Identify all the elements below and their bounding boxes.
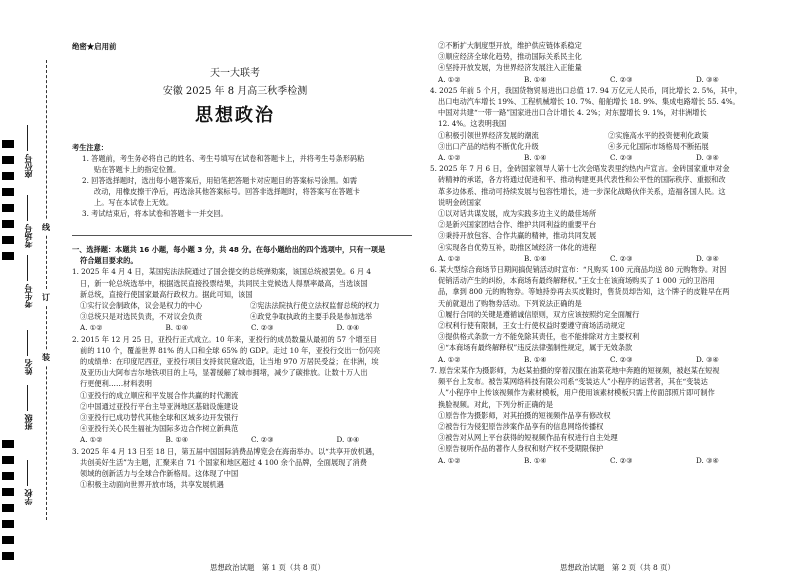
- exam-title: 安徽 2025 年 8 月高三秋季检测: [162, 86, 308, 97]
- q4-answers: [430, 152, 790, 163]
- q7-line: 频平台上发布。被告某网络科技有限公司系“变装达人”小程序的运营者，其在“变装达: [438, 377, 708, 387]
- q3-line: 共创美好生活”为主题，汇聚来自 71 个国家和地区超过 4 100 余个品牌，全面展现了消费: [80, 457, 367, 467]
- answer-option[interactable]: C. ②③: [610, 354, 633, 364]
- q6-option: ④“本商场有最终解释权”违反法律强制性规定，属于无效条款: [438, 343, 633, 353]
- answer-option[interactable]: B. ①④: [524, 455, 547, 465]
- q2-line: 及亚历山大阿布吉尔地铁项目的上马，显著缓解了城市拥堵，减少了碳排放。让数十万人出: [80, 368, 368, 378]
- answer-option[interactable]: D. ③④: [696, 354, 719, 364]
- q7-line: 换脸视频。对此，下列分析正确的是: [438, 399, 554, 409]
- q5-option: ②是新兴国家团结合作、维护共同利益的重要平台: [438, 220, 597, 230]
- mark-bind: 订: [42, 290, 50, 305]
- answer-option[interactable]: A. ①②: [438, 354, 461, 364]
- subject-title: 思想政治: [195, 105, 275, 126]
- q3-option: ④坚持开放发展，为世界经济发展注入正能量: [438, 63, 582, 73]
- q5-option: ③秉持开放包容、合作共赢的精神，推动共同发展: [438, 231, 597, 241]
- q7-line: 人”小程序中上传该视频作为素材模板，用户使用该素材模板只需上传面部照片即可制作: [438, 388, 715, 398]
- q2-option: ①亚投行的成立顺应和平发展合作共赢的时代潮流: [80, 390, 239, 400]
- q2-line: 的成绩单：在印度尼西亚，亚投行项目支持贫民窟改造，让当地 970 万居民受益；在非洲，埃: [80, 357, 379, 367]
- answer-option[interactable]: C. ②③: [610, 153, 633, 163]
- secret-label: 绝密★启用前: [72, 42, 117, 51]
- answer-option[interactable]: C. ②③: [610, 455, 633, 465]
- field-class: 班级: [22, 385, 33, 430]
- q1-answers: [72, 322, 422, 333]
- q5-line: 砖精神的承诺，各方将通过促进和平、推动构建更具代表性和公平性的国际秩序、重振和改: [438, 175, 726, 185]
- q7-answers: [430, 455, 790, 466]
- mark-line: 线: [42, 220, 50, 235]
- answer-option[interactable]: B. ①④: [524, 74, 547, 84]
- answer-option[interactable]: D. ③④: [696, 74, 719, 84]
- q2-answers: [72, 434, 422, 445]
- answer-option[interactable]: D. ③④: [336, 435, 360, 445]
- field-seat: 座位号: [22, 125, 33, 178]
- answer-option[interactable]: A. ①②: [438, 153, 461, 163]
- answer-option[interactable]: A. ①②: [438, 74, 461, 84]
- answer-option[interactable]: A. ①②: [80, 323, 103, 333]
- q4-line: 12. 4%。这表明我国: [438, 119, 507, 129]
- notes-line: 2. 回答选择题时，选出每小题答案后，用铅笔把答题卡对应题目的答案标号涂黑。如需: [82, 176, 358, 185]
- q5-option: ①以对话共谋发展，成为实践多边主义的最佳场所: [438, 209, 597, 219]
- q2-line: 2. 2015 年 12 月 25 日，亚投行正式成立。10 年来，亚投行的成员数量从最初的 57 个增至目: [72, 334, 378, 344]
- footer-right: 思想政治试题 第 2 页（共 8 页）: [560, 563, 675, 572]
- exam-notes: [72, 142, 412, 219]
- field-school: 学校: [22, 460, 33, 505]
- notes-title: 考生注意：: [72, 143, 108, 152]
- q1-option-row: ①实行议会制政体，议会是权力的中心 ②宪法法院执行使立法权监督总统的权力: [80, 301, 380, 311]
- answer-option[interactable]: B. ①④: [524, 354, 547, 364]
- q6-line: 天前就退出了购物券活动。下列说法正确的是: [438, 298, 582, 308]
- section-heading-cont: 符合题目要求的。: [80, 256, 138, 266]
- q1-line: 1. 2025 年 4 月 4 日，某国宪法法院通过了国会提交的总统弹劾案，该国总统被罢免。6 月 4: [72, 267, 371, 277]
- answer-option[interactable]: A. ①②: [438, 455, 461, 465]
- notes-line: 上。写在本试卷上无效。: [94, 198, 174, 207]
- answer-option[interactable]: B. ①④: [165, 435, 189, 445]
- answer-option[interactable]: B. ①④: [165, 323, 189, 333]
- field-name: 姓名: [22, 330, 33, 375]
- section-heading: 一、选择题：本题共 16 小题，每小题 3 分，共 48 分。在每小题给出的四个选项中，只有一项是: [72, 245, 386, 254]
- q1-line: 新总统，直接行使国家最高行政权力。据此可知，该国: [80, 289, 253, 299]
- q2-option: ②中国通过亚投行平台主导亚洲地区基础设施建设: [80, 401, 239, 411]
- q3-option: ②不断扩大制度型开放，维护供应链体系稳定: [438, 41, 582, 50]
- answer-option[interactable]: D. ③④: [696, 153, 719, 163]
- answer-option[interactable]: B. ①④: [524, 153, 547, 163]
- q5-line: 说明金砖国家: [438, 197, 482, 207]
- notes-line: 3. 考试结束后，将本试卷和答题卡一并交回。: [82, 209, 228, 218]
- answer-option[interactable]: D. ③④: [696, 455, 719, 465]
- right-questions: [430, 40, 790, 466]
- answer-option[interactable]: D. ③④: [336, 323, 360, 333]
- checker-bar-top: [2, 140, 14, 260]
- q6-option: ③提供格式条款一方不能免除其责任，也不能排除对方主要权利: [438, 332, 640, 342]
- q4-line: 出口电动汽车增长 19%、工程机械增长 10. 7%、船舶增长 18. 9%、集成电路增长 55. 4%。: [438, 97, 740, 107]
- notes-line: 改动，用橡皮擦干净后，再选涂其他答案标号。回答非选择题时，将答案写在答题卡: [94, 187, 360, 196]
- q4-option-row: ①积极引领世界经济发展的潮流 ②实施高水平的投资便利化政策: [438, 130, 709, 140]
- q7-line: 7. 原告宋某作为摄影师，为赵某拍摄的穿着汉服在油菜花地中奔跑的短视频，被赵某在短视: [430, 365, 720, 375]
- q1-option-row: ③总统只是对选民负责，不对议会负责 ④政党争取执政的主要手段是参加选举: [80, 312, 373, 322]
- answer-option[interactable]: A. ①②: [438, 253, 461, 263]
- q3-line: 3. 2025 年 4 月 13 日至 18 日，第五届中国国际消费品博览会在海南举办。以“共享开放机遇，: [72, 446, 380, 456]
- q5-line: 革多边体系、推动可持续发展与包容性增长，进一步深化战略伙伴关系，造福各国人民。这: [438, 186, 726, 196]
- q6-line: 6. 某大型综合商场节日期间搞促销活动时宣布：“凡购买 100 元商品均送 80 元购物券。对因: [430, 265, 727, 275]
- q1-line: 日，新一轮总统选举中，根据选民直接投票结果，共同民主党候选人得票率最高，当选该国: [80, 278, 368, 288]
- q5-answers: [430, 253, 790, 264]
- q2-line: 前的 110 个，覆盖世界 81% 的人口和全球 65% 的 GDP。走过 10 年，亚投行交出一份闪亮: [80, 345, 381, 355]
- answer-option[interactable]: C. ②③: [610, 253, 633, 263]
- divider: [72, 235, 412, 236]
- answer-option[interactable]: A. ①②: [80, 435, 103, 445]
- q7-option: ②被告行为侵犯原告涉案作品享有的信息网络传播权: [438, 421, 604, 431]
- q2-line: 行更便利……材料表明: [80, 379, 152, 389]
- field-room: 考场号: [22, 195, 33, 248]
- answer-option[interactable]: C. ②③: [610, 74, 633, 84]
- q3-answers: [430, 74, 790, 85]
- q2-option: ③亚投行已成功替代其他全球和区域多边开发银行: [80, 413, 239, 423]
- q6-line: 品，拿到 800 元的购物券。等她持券再去买皮鞋时，售货员却告知，这个牌子的皮鞋早在两: [438, 287, 730, 297]
- exam-org: 天一大联考: [210, 68, 260, 79]
- q3-option: ③顺应经济全球化趋势，推动国际关系民主化: [438, 52, 582, 62]
- mark-install: 装: [42, 350, 50, 365]
- answer-option[interactable]: B. ①④: [524, 253, 547, 263]
- q4-option-row: ③出口产品的结构不断优化升级 ④多元化国际市场格局不断拓展: [438, 141, 709, 151]
- q3-option: ①积极主动面向世界开放市场，共享发展机遇: [80, 480, 224, 490]
- q7-option: ③被告对从网上平台获得的短视频作品有权进行自主处理: [438, 433, 618, 443]
- answer-option[interactable]: C. ②③: [251, 435, 274, 445]
- q6-answers: [430, 354, 790, 365]
- notes-line: 贴在答题卡上的指定位置。: [94, 165, 181, 174]
- q3-line: 领域的创新活力与全球合作新格局。这体现了中国: [80, 469, 239, 479]
- q6-option: ②权利行使有限制，王女士行使权益时要遵守商场活动规定: [438, 321, 625, 331]
- q4-line: 中国对共建“一带一路”国家进出口合计增长 4. 2%；对东盟增长 9. 1%，对非洲增长: [438, 108, 707, 118]
- footer-left: 思想政治试题 第 1 页（共 8 页）: [210, 563, 325, 572]
- q6-option: ①履行合同的关键是遵循诚信原则，双方应该按照约定全面履行: [438, 309, 640, 319]
- q7-option: ④原告视听作品的著作人身权和财产权不受期限保护: [438, 444, 604, 454]
- q5-line: 5. 2025 年 7 月 6 日，金砖国家领导人第十七次会晤发表里约热内卢宣言。金砖国家重申对金: [430, 164, 730, 174]
- q6-line: 促销活动产生的纠纷，本商场有最终解释权。”王女士在该商场购买了 1 000 元的卫浴用: [438, 276, 715, 286]
- answer-option[interactable]: C. ②③: [251, 323, 274, 333]
- answer-option[interactable]: D. ③④: [696, 253, 719, 263]
- notes-line: 1. 答题前，考生务必将自己的姓名、考生号填写在试卷和答题卡上，并将考生号条形码粘: [82, 154, 365, 163]
- q2-option: ④亚投行关心民生福祉为国际多边合作树立新典范: [80, 424, 239, 434]
- binding-strip: [0, 0, 58, 579]
- left-questions: [72, 244, 422, 490]
- q4-line: 4. 2025 年前 5 个月，我国货物贸易进出口总值 17. 94 万亿元人民币，同比增长 2. 5%，其中，: [430, 85, 742, 95]
- q7-option: ①原告作为摄影师，对其拍摄的短视频作品享有修改权: [438, 410, 611, 420]
- field-id: 考生号: [22, 255, 33, 308]
- q5-option: ④实现各自优势互补，助推区域经济一体化的进程: [438, 242, 597, 252]
- checker-bar-bottom: [2, 440, 14, 560]
